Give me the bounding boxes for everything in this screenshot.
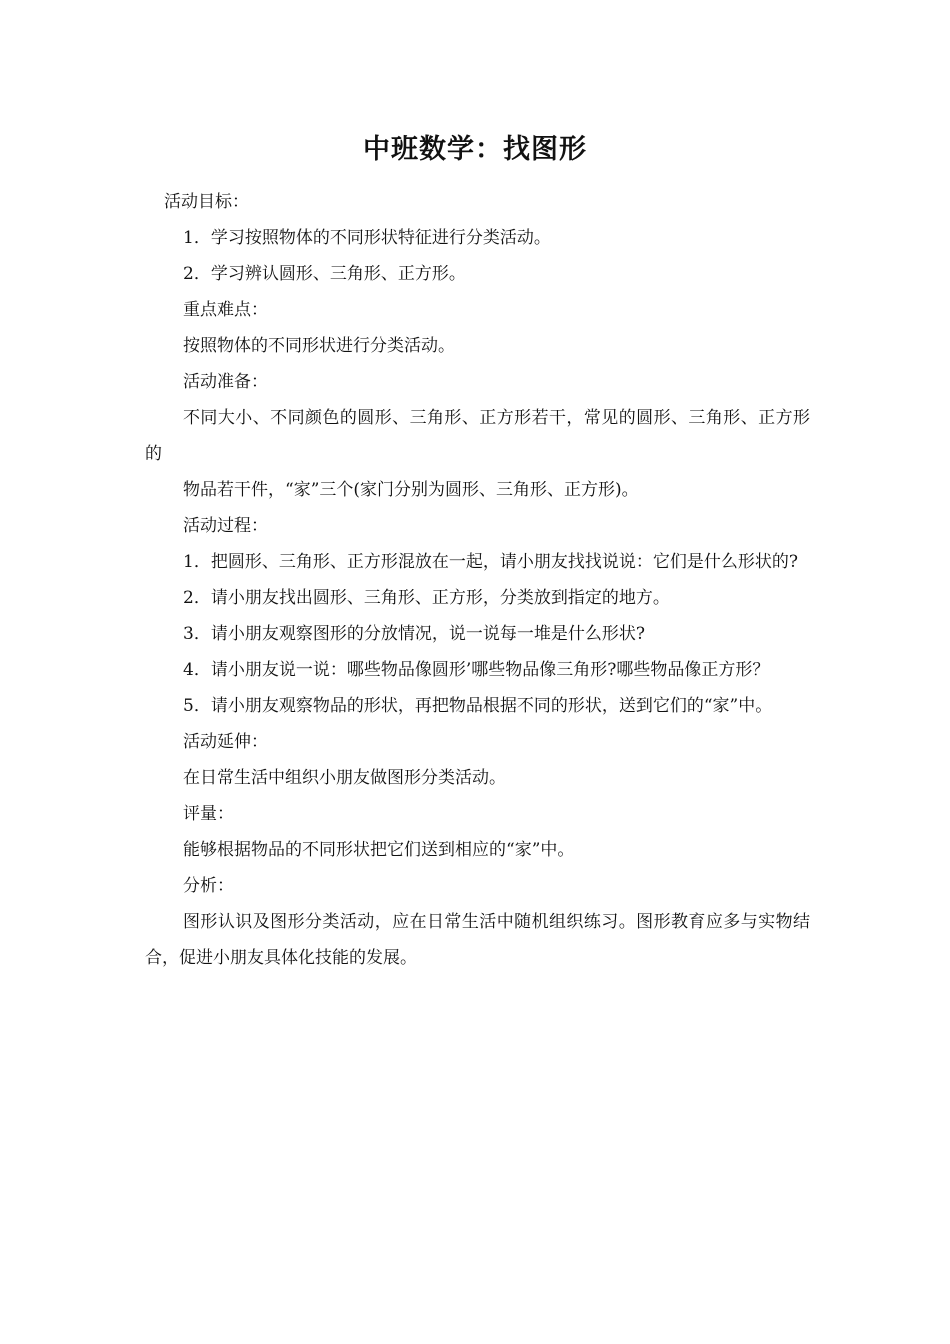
preparation-text-1: 不同大小、不同颜色的圆形、三角形、正方形若干，常见的圆形、三角形、正方形的	[145, 408, 810, 464]
heading-activity-goals: 活动目标：	[164, 192, 249, 212]
goal-item-2: 2．学习辨认圆形、三角形、正方形。	[183, 264, 466, 284]
heading-activity-process: 活动过程：	[183, 516, 268, 536]
analysis-text: 图形认识及图形分类活动，应在日常生活中随机组织练习。图形教育应多与实物结合，促进小朋友具体化技能的发展。	[145, 912, 810, 968]
process-step-1: 1．把圆形、三角形、正方形混放在一起，请小朋友找找说说：它们是什么形状的?	[183, 552, 798, 572]
process-step-4: 4．请小朋友说一说：哪些物品像圆形’哪些物品像三角形?哪些物品像正方形？	[183, 660, 770, 680]
extension-text: 在日常生活中组织小朋友做图形分类活动。	[183, 768, 506, 788]
heading-activity-extension: 活动延伸：	[183, 732, 268, 752]
heading-activity-preparation: 活动准备：	[183, 372, 268, 392]
process-step-3: 3．请小朋友观察图形的分放情况，说一说每一堆是什么形状?	[183, 624, 645, 644]
heading-analysis: 分析：	[183, 876, 234, 896]
document-body	[145, 184, 810, 976]
preparation-text-2: 物品若干件，“家”三个(家门分别为圆形、三角形、正方形)。	[183, 480, 639, 500]
assessment-text: 能够根据物品的不同形状把它们送到相应的“家”中。	[183, 840, 575, 860]
document-title: 中班数学：找图形	[363, 134, 587, 165]
process-step-5: 5．请小朋友观察物品的形状，再把物品根据不同的形状，送到它们的“家”中。	[183, 696, 773, 716]
heading-assessment: 评量：	[183, 804, 234, 824]
process-step-2: 2．请小朋友找出圆形、三角形、正方形，分类放到指定的地方。	[183, 588, 670, 608]
heading-key-difficulties: 重点难点：	[183, 300, 268, 320]
key-difficulties-text: 按照物体的不同形状进行分类活动。	[183, 336, 455, 356]
goal-item-1: 1．学习按照物体的不同形状特征进行分类活动。	[183, 228, 551, 248]
